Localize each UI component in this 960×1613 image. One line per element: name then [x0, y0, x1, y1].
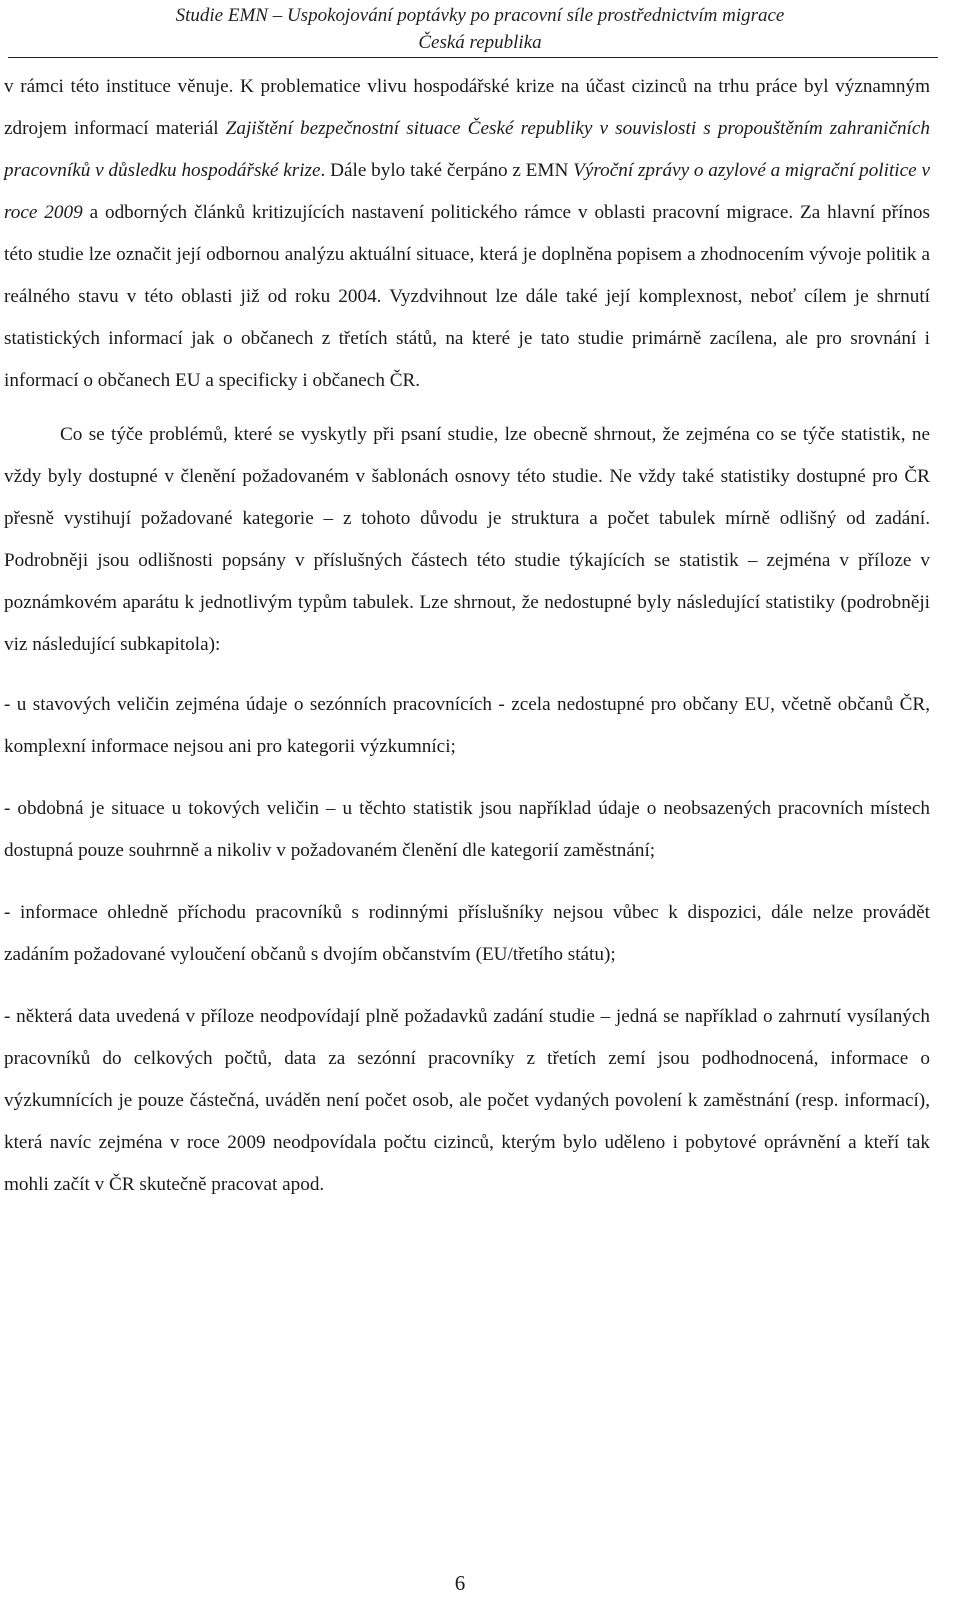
page-body — [4, 66, 930, 1206]
running-header — [0, 2, 960, 56]
running-header-country: Česká republika — [418, 32, 542, 53]
paragraph-sources — [4, 66, 930, 402]
italic-source-title: Zajištění bezpečnostní situace České republiky v souvislosti s propouštěním zahraničních pracovníků v důsledku hospodářské krize — [4, 118, 930, 181]
paragraph-text: . Dále bylo také čerpáno z EMN — [320, 160, 574, 181]
list-item: - informace ohledně příchodu pracovníků s rodinnými příslušníky nejsou vůbec k dispozici, dále nelze provádět zadáním požadované vyloučení občanů s dvojím občanstvím (EU/třetího státu); — [4, 902, 930, 965]
running-header-title: Studie EMN – Uspokojování poptávky po pracovní síle prostřednictvím migrace — [175, 5, 785, 26]
paragraph-text: v rámci této instituce věnuje. K problematice vlivu hospodářské krize na účast cizinců na trhu práce byl významným zdrojem informací materiál — [4, 76, 930, 139]
list-item: - u stavových veličin zejména údaje o sezónních pracovnících - zcela nedostupné pro občany EU, včetně občanů ČR, komplexní informace nejsou ani pro kategorii výzkumníci; — [4, 694, 930, 757]
list-item: - obdobná je situace u tokových veličin – u těchto statistik jsou například údaje o neobsazených pracovních místech dostupná pouze souhrnně a nikoliv v požadovaném členění dle kategorií zaměstnání; — [4, 798, 930, 861]
header-divider — [8, 57, 938, 58]
paragraph-problems: Co se týče problémů, které se vyskytly při psaní studie, lze obecně shrnout, že zejména co se týče statistik, ne vždy byly dostupné v členění požadovaném v šablonách osnovy této studie. Ne vždy také statistiky dostupné pro ČR přesně vystihují požadované kategorie – z tohoto důvodu je struktura a počet tabulek mírně odlišný od zadání. Podrobněji jsou odlišnosti popsány v příslušných částech této studie týkajících se statistik – zejména v příloze v poznámkovém aparátu k jednotlivým typům tabulek. Lze shrnout, že nedostupné byly následující statistiky (podrobněji viz následující subkapitola): — [4, 424, 930, 655]
page-number: 6 — [454, 1571, 466, 1595]
paragraph-text: a odborných článků kritizujících nastavení politického rámce v oblasti pracovní migrace. Za hlavní přínos této studie lze označit její odbornou analýzu aktuální situace, která je doplněna popisem a zhodnocením vývoje politik a reálného stavu v této oblasti již od roku 2004. Vyzdvihnout lze dále také její komplexnost, neboť cílem je shrnutí statistických informací jak o občanech z třetích států, na které je tato studie primárně zacílena, ale pro srovnání i informací o občanech EU a specificky i občanech ČR. — [4, 202, 930, 391]
list-item: - některá data uvedená v příloze neodpovídají plně požadavků zadání studie – jedná se například o zahrnutí vysílaných pracovníků do celkových počtů, data za sezónní pracovníky z třetích zemí jsou podhodnocená, informace o výzkumnících je pouze částečná, uváděn není počet osob, ale počet vydaných povolení k zaměstnání (resp. informací), která navíc zejména v roce 2009 neodpovídala počtu cizinců, kterým bylo uděleno i pobytové oprávnění a kteří tak mohli začít v ČR skutečně pracovat apod. — [4, 1006, 930, 1195]
italic-source-title: Výroční zprávy o azylové a migrační politice v roce 2009 — [4, 160, 930, 223]
